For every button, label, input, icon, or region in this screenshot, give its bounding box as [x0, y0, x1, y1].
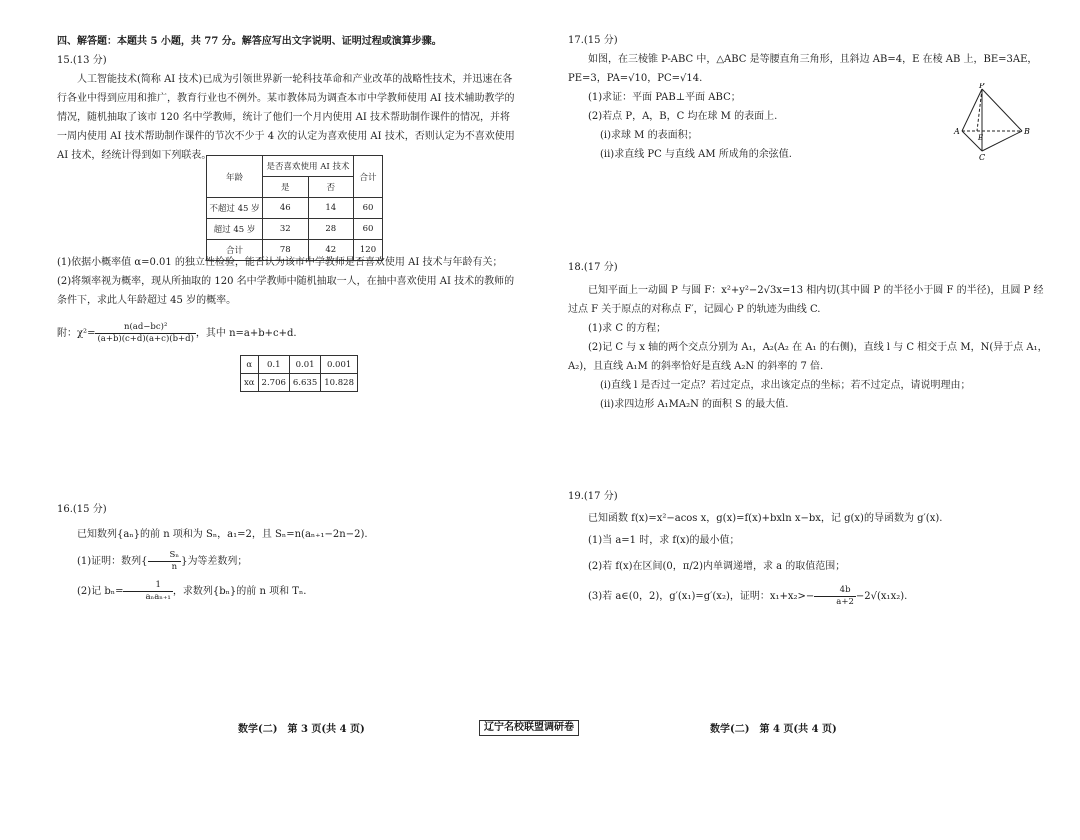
page-footer: 数学(二) 第 4 页(共 4 页)	[710, 724, 837, 735]
row-label: 合计	[207, 240, 263, 261]
formula-numerator: n(ad−bc)²	[95, 322, 195, 334]
th-yes: 是	[263, 177, 309, 198]
cell-yes: 46	[263, 198, 309, 219]
alpha-value: 0.01	[289, 356, 320, 374]
row-label: 不超过 45 岁	[207, 198, 263, 219]
formula-suffix: ，其中 n=a+b+c+d.	[195, 328, 297, 339]
cell-no: 28	[308, 219, 354, 240]
q18-part2: (2)记 C 与 x 轴的两个交点分别为 A₁，A₂(A₂ 在 A₁ 的右侧)，直线 l 与 C 相交于点 M，N(异于点 A₁，A₂)，且直线 A₁M 的斜率恰好是直线 A₂N 的斜率的 7 倍.	[568, 342, 1048, 372]
q17-number: 17.(15 分)	[568, 35, 618, 46]
question-16	[57, 497, 515, 607]
cell-yes: 78	[263, 240, 309, 261]
label-p: P	[979, 83, 985, 90]
formula-prefix: 附：χ²=	[57, 328, 96, 339]
q15-stem: 人工智能技术(简称 AI 技术)已成为引领世界新一轮科技革命和产业改革的战略性技术，并迅速在各行各业中得到应用和推广，教育行业也不例外。某市教体局为调查本市中学教师使用 AI 技术辅助教学的情况，随机抽取了该市 120 名中学教师，统计了他们一个月内使用 AI 技术帮助制作课件的情况，并将一周内使用 AI 技术帮助制作课件的节次不少于 4 次的认定为喜欢使用 AI 技术，否则认定为不喜欢使用 AI 技术，经统计得到如下列联表。	[57, 74, 515, 161]
q18-part2ii: (ii)求四边形 A₁MA₂N 的面积 S 的最大值.	[600, 399, 789, 410]
right-page	[540, 0, 1080, 840]
q15-number: 15.(13 分)	[57, 55, 107, 66]
alpha-value: 0.1	[258, 356, 289, 374]
th-total: 合计	[354, 156, 383, 198]
x-alpha-value: 10.828	[321, 374, 358, 392]
q15-formula	[57, 322, 515, 346]
x-alpha-value: 6.635	[289, 374, 320, 392]
cell-total: 60	[354, 219, 383, 240]
q19-number: 19.(17 分)	[568, 491, 618, 502]
question-15	[57, 51, 515, 165]
q16-part2: (2)记 bₙ= $\frac{1}{\text{aₙaₙ₊₁}}$ ，求数列{bₙ}的前 n 项和 Tₙ.	[77, 580, 307, 602]
alpha-value: 0.001	[321, 356, 358, 374]
q19-stem: 已知函数 f(x)=x²−acos x，g(x)=f(x)+bxln x−bx，记 g(x)的导函数为 g′(x).	[588, 513, 943, 524]
q16-stem: 已知数列{aₙ}的前 n 项和为 Sₙ，a₁=2，且 Sₙ=n(aₙ₊₁−2n−2).	[77, 529, 368, 540]
question-18	[568, 258, 1048, 414]
label-a: A	[954, 127, 960, 136]
q18-part1: (1)求 C 的方程；	[588, 323, 667, 334]
x-alpha-value: 2.706	[258, 374, 289, 392]
row-label: 超过 45 岁	[207, 219, 263, 240]
x-alpha-label: xα	[241, 374, 259, 392]
alpha-label: α	[241, 356, 259, 374]
contingency-table	[206, 155, 383, 261]
q16-part1: (1)证明：数列{ $\frac{\text{Sₙ}}{n}$ }为等差数列；	[77, 550, 248, 572]
cell-yes: 32	[263, 219, 309, 240]
q18-stem: 已知平面上一动圆 P 与圆 F：x²+y²−2√3x=13 相内切(其中圆 P 的半径小于圆 F 的半径)，且圆 P 经过点 F 关于原点的对称点 F′，记圆心 P 的轨迹为曲线 C.	[568, 285, 1044, 315]
cell-no: 42	[308, 240, 354, 261]
q19-part1: (1)当 a=1 时，求 f(x)的最小值；	[588, 535, 740, 546]
label-c: C	[979, 153, 986, 162]
label-e: E	[978, 134, 984, 142]
q15-part2: (2)将频率视为概率，现从所抽取的 120 名中学教师中随机抽取一人，在抽中喜欢使用 AI 技术的教师的条件下，求此人年龄超过 45 岁的概率。	[57, 276, 515, 306]
q17-part2ii: (ii)求直线 PC 与直线 AM 所成角的余弦值.	[600, 149, 792, 160]
question-17	[568, 31, 1048, 88]
critical-value-table	[240, 355, 358, 392]
school-stamp: 辽宁名校联盟调研卷	[479, 720, 579, 736]
table-row	[207, 198, 383, 219]
page-footer: 数学(二) 第 3 页(共 4 页)	[238, 724, 365, 735]
q17-parts	[588, 88, 948, 164]
q17-part2: (2)若点 P，A，B，C 均在球 M 的表面上.	[588, 111, 778, 122]
th-no: 否	[308, 177, 354, 198]
th-age: 年龄	[207, 156, 263, 198]
label-b: B	[1024, 127, 1030, 136]
q18-part2i: (i)直线 l 是否过一定点？若过定点，求出该定点的坐标；若不过定点，请说明理由；	[600, 380, 971, 391]
q15-parts	[57, 253, 515, 310]
q19-part2: (2)若 f(x)在区间(0，π/2)内单调递增，求 a 的取值范围；	[588, 561, 846, 572]
q17-part2i: (i)求球 M 的表面积；	[600, 130, 698, 141]
tetrahedron-figure	[952, 83, 1052, 163]
th-group: 是否喜欢使用 AI 技术	[263, 156, 354, 177]
q17-stem: 如图，在三棱锥 P-ABC 中，△ABC 是等腰直角三角形，且斜边 AB=4，E 在棱 AB 上，BE=3AE，PE=3，PA=√10，PC=√14.	[568, 54, 1038, 84]
formula-denominator: (a+b)(c+d)(a+c)(b+d)	[97, 334, 194, 344]
q16-number: 16.(15 分)	[57, 504, 107, 515]
section-header: 四、解答题：本题共 5 小题，共 77 分。解答应写出文字说明、证明过程或演算步骤。	[57, 36, 442, 47]
cell-total: 120	[354, 240, 383, 261]
chi-square-fraction	[95, 322, 195, 345]
q17-part1: (1)求证：平面 PAB⊥平面 ABC；	[588, 92, 741, 103]
question-19	[568, 486, 1048, 612]
q15-part1: (1)依据小概率值 α=0.01 的独立性检验，能否认为该市中学教师是否喜欢使用 AI 技术与年龄有关；	[57, 257, 503, 268]
cell-no: 14	[308, 198, 354, 219]
q19-part3: (3)若 a∈(0，2)，g′(x₁)=g′(x₂)，证明：x₁+x₂>− $\frac{4b}{a+2}$ −2√(x₁x₂).	[588, 585, 908, 607]
table-row	[207, 219, 383, 240]
q18-number: 18.(17 分)	[568, 262, 618, 273]
cell-total: 60	[354, 198, 383, 219]
